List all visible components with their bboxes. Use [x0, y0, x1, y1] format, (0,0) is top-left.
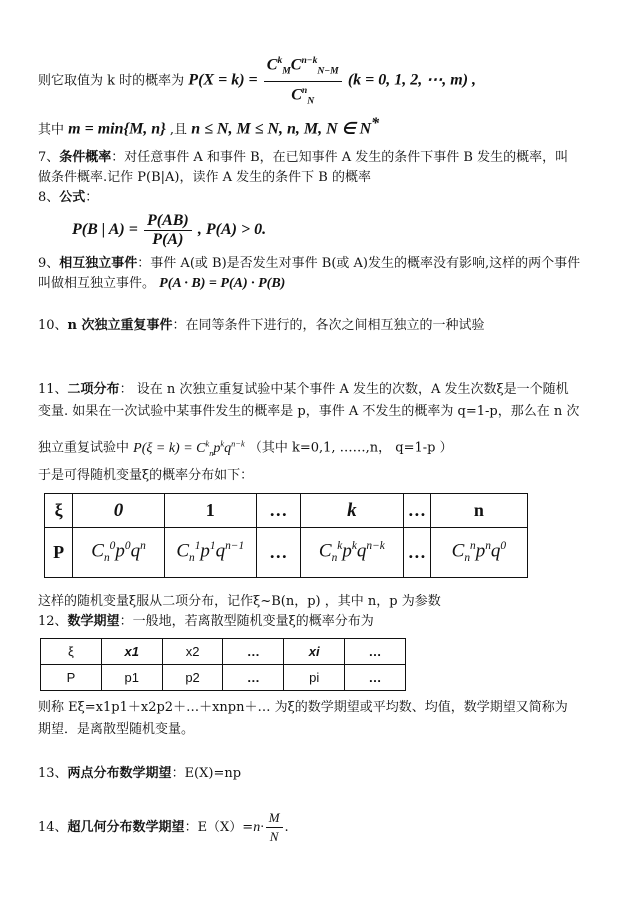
- section-11: [38, 380, 569, 400]
- s14-text: ：E（X）=: [184, 820, 254, 835]
- table1-cell-ellipsis-2: …: [404, 528, 431, 578]
- section-12b-line2: 期望．是离散型随机变量。: [38, 722, 195, 737]
- section-11b: 这样的随机变量ξ服从二项分布，记作ξ~B(n，p) ，其中 n，p 为参数: [38, 594, 441, 609]
- table1-cell-n: $C_n^np^nq^0$: [430, 528, 527, 578]
- table2-r1-xi-item: xi: [284, 639, 345, 665]
- table1-header-k: k: [300, 494, 403, 528]
- s7-title: 条件概率: [59, 150, 112, 165]
- s14-den-frac: N: [269, 829, 279, 844]
- line1-text: 则它取值为 k 时的概率为: [38, 73, 185, 89]
- table2-r2-pi: pi: [284, 665, 345, 691]
- line2-sup: *: [371, 115, 380, 132]
- s7-num: 7、: [38, 150, 60, 165]
- table1-header-ellipsis: …: [256, 494, 300, 528]
- s11-f-sup3: n−k: [231, 439, 245, 448]
- s9-text: ：事件 A(或 B)是否发生对事件 B(或 A)发生的概率没有影响,这样的两个事件: [137, 256, 581, 271]
- section-9-line2: [38, 274, 285, 294]
- table2-r2-p: P: [41, 665, 102, 691]
- table1-header-0: 0: [73, 494, 164, 528]
- hypergeometric-formula-line: [38, 52, 477, 107]
- table1-cell-ellipsis: …: [256, 528, 300, 578]
- s14-num: 14、: [38, 820, 68, 835]
- section-12b: 则称 Eξ=x1p1＋x2p2＋…＋xnpn＋… 为ξ的数学期望或平均数、均值，数学期望又简称为: [38, 700, 568, 715]
- table1-row-label: P: [45, 528, 73, 578]
- table2-r1-xi: ξ: [41, 639, 102, 665]
- s14-num-frac: M: [266, 809, 283, 828]
- condition-line: [38, 112, 379, 136]
- line2-math2: n ≤ N, M ≤ N, n, M, N ∈ N: [191, 120, 372, 138]
- s11-text: ： 设在 n 次独立重复试验中某个事件 A 发生的次数，A 发生次数ξ是一个随机: [119, 382, 569, 397]
- s12-title: 数学期望: [67, 614, 120, 629]
- s8-colon: ：: [85, 190, 99, 205]
- s13-num: 13、: [38, 766, 68, 781]
- c-sub-2: N−M: [317, 65, 339, 77]
- table2-r2-ellipsis-2: …: [345, 665, 406, 691]
- table2-r1-x1: x1: [101, 639, 162, 665]
- binomial-distribution-table: [44, 493, 528, 578]
- hypergeometric-fraction: [264, 52, 342, 110]
- line1-lhs: P(X = k) =: [188, 71, 258, 89]
- s11-note: （其中 k=0,1, ……,n， q=1-p ）: [248, 440, 453, 456]
- s14-n: n·: [253, 820, 264, 835]
- section-14: [38, 806, 289, 850]
- c-sub: M: [282, 65, 291, 77]
- section-7: [38, 148, 568, 168]
- s10-num: 10、: [38, 318, 68, 333]
- s13-title: 两点分布数学期望: [67, 766, 172, 781]
- line2-math1: m = min{M, n}: [68, 120, 166, 138]
- s8-den-frac: P(A): [152, 231, 184, 248]
- section-10: [38, 316, 485, 336]
- s11-text3: 独立重复试验中: [38, 440, 130, 456]
- s7-text: ：对任意事件 A 和事件 B，在已知事件 A 发生的条件下事件 B 发生的概率，叫: [111, 150, 569, 165]
- table1-cell-1: $C_n^1p^1q^{n-1}$: [164, 528, 256, 578]
- s11-title: 二项分布: [67, 382, 120, 397]
- s8-rhs: , P(A) > 0.: [197, 221, 267, 238]
- s9-num: 9、: [38, 256, 60, 271]
- c-symbol: C: [266, 56, 278, 74]
- s8-title: 公式: [59, 190, 86, 205]
- line2-pre: 其中: [38, 122, 65, 138]
- table1-header-1: 1: [164, 494, 256, 528]
- conditional-formula: [72, 210, 266, 250]
- section-13: [38, 764, 241, 784]
- c-den-sup: n: [301, 84, 308, 96]
- s14-end: .: [284, 820, 289, 835]
- s14-fraction: [266, 809, 283, 846]
- table1-header-xi: ξ: [45, 494, 73, 528]
- table1-header-ellipsis-2: …: [404, 494, 431, 528]
- s9-formula: P(A · B) = P(A) · P(B): [159, 276, 286, 291]
- c-sup: k: [277, 55, 283, 66]
- table2-r1-x2: x2: [162, 639, 223, 665]
- s11-f-rest: p: [213, 440, 221, 456]
- table1-cell-k: $C_n^kp^kq^{n-k}$: [300, 528, 403, 578]
- table2-r1-ellipsis: …: [223, 639, 284, 665]
- table1-cell-0: $C_n^0p^0q^n$: [73, 528, 164, 578]
- c-den: C: [291, 85, 302, 103]
- s11-f-sup: k: [205, 439, 210, 448]
- s12-text: ：一般地，若离散型随机变量ξ的概率分布为: [119, 614, 374, 629]
- s9-title: 相互独立事件: [59, 256, 138, 271]
- s14-title: 超几何分布数学期望: [67, 820, 185, 835]
- s9-text2: 叫做相互独立事件。: [38, 276, 156, 291]
- section-11-line2: 变量. 如果在一次试验中某事件发生的概率是 p，事件 A 不发生的概率为 q=1-p，那么在 n 次: [38, 404, 580, 419]
- s11-f-q: q: [224, 440, 232, 456]
- s11-f-sup2: k: [220, 439, 225, 448]
- s10-title: n 次独立重复事件: [67, 318, 173, 333]
- c-den-sub: N: [307, 95, 315, 107]
- line2-mid: ,且: [169, 122, 188, 138]
- section-11-line3: [38, 432, 453, 456]
- line1-range: (k = 0, 1, 2, ⋯, m) ,: [347, 71, 477, 89]
- expectation-table: [40, 638, 406, 691]
- section-9: [38, 254, 580, 274]
- s12-num: 12、: [38, 614, 68, 629]
- s8-num: 8、: [38, 190, 60, 205]
- s13-text: ：E(X)=np: [171, 766, 242, 781]
- section-11-line4: 于是可得随机变量ξ的概率分布如下：: [38, 468, 254, 483]
- s8-lhs: P(B | A) =: [72, 221, 138, 238]
- s11-formula: P(ξ = k) = C: [133, 440, 206, 456]
- binomial-formula: [133, 441, 245, 456]
- table2-r2-p1: p1: [101, 665, 162, 691]
- table1-header-n: n: [430, 494, 527, 528]
- s11-f-sub: n: [209, 448, 214, 458]
- table2-r2-p2: p2: [162, 665, 223, 691]
- s11-num: 11、: [38, 382, 68, 397]
- c-sup-2: n−k: [301, 55, 318, 66]
- conditional-fraction: [144, 212, 192, 249]
- section-12: [38, 612, 374, 632]
- table2-r2-ellipsis: …: [223, 665, 284, 691]
- table2-r1-ellipsis-2: …: [345, 639, 406, 665]
- s8-num-frac: P(AB): [144, 212, 192, 231]
- section-7-line2: 做条件概率.记作 P(B|A)，读作 A 发生的条件下 B 的概率: [38, 170, 371, 185]
- section-8: [38, 188, 98, 208]
- s10-text: ：在同等条件下进行的，各次之间相互独立的一种试验: [172, 318, 485, 333]
- c-symbol-2: C: [290, 56, 302, 74]
